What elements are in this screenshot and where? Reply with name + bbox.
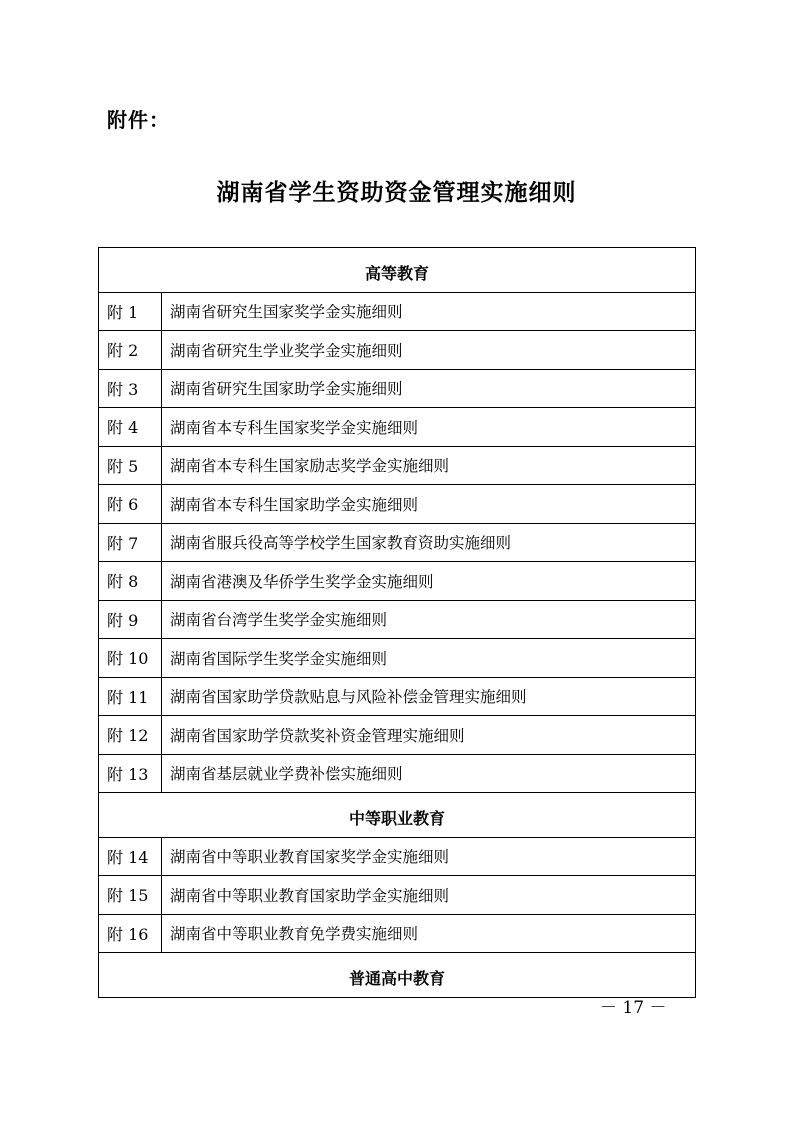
attachment-number: 附 6 <box>99 485 162 524</box>
attachment-name: 湖南省中等职业教育国家奖学金实施细则 <box>162 837 696 876</box>
section-heading: 中等职业教育 <box>99 793 696 838</box>
attachment-name: 湖南省基层就业学费补偿实施细则 <box>162 754 696 793</box>
attachment-label: 附件： <box>107 108 170 132</box>
page-number: － 17 － <box>600 998 667 1018</box>
attachment-number: 附 4 <box>99 408 162 447</box>
attachment-name: 湖南省国家助学贷款奖补资金管理实施细则 <box>162 716 696 755</box>
attachment-name: 湖南省本专科生国家助学金实施细则 <box>162 485 696 524</box>
attachment-name: 湖南省台湾学生奖学金实施细则 <box>162 600 696 639</box>
table-row <box>99 408 696 447</box>
attachment-number: 附 15 <box>99 876 162 915</box>
attachment-table <box>98 247 696 998</box>
document-title: 湖南省学生资助资金管理实施细则 <box>216 180 577 206</box>
table-row <box>99 716 696 755</box>
section-heading: 高等教育 <box>99 248 696 293</box>
attachment-name: 湖南省中等职业教育免学费实施细则 <box>162 914 696 953</box>
table-row <box>99 639 696 678</box>
attachment-number: 附 3 <box>99 369 162 408</box>
attachment-number: 附 12 <box>99 716 162 755</box>
attachment-name: 湖南省研究生国家助学金实施细则 <box>162 369 696 408</box>
section-row-higher-education <box>99 248 696 293</box>
attachment-name: 湖南省本专科生国家奖学金实施细则 <box>162 408 696 447</box>
attachment-number: 附 5 <box>99 446 162 485</box>
attachment-number: 附 10 <box>99 639 162 678</box>
attachment-name: 湖南省研究生学业奖学金实施细则 <box>162 331 696 370</box>
table-row <box>99 754 696 793</box>
section-row-high-school-education <box>99 953 696 998</box>
attachment-name: 湖南省研究生国家奖学金实施细则 <box>162 292 696 331</box>
attachment-number: 附 14 <box>99 837 162 876</box>
table-row <box>99 837 696 876</box>
table-row <box>99 876 696 915</box>
attachment-name: 湖南省中等职业教育国家助学金实施细则 <box>162 876 696 915</box>
table-row <box>99 292 696 331</box>
attachment-number: 附 13 <box>99 754 162 793</box>
attachment-number: 附 2 <box>99 331 162 370</box>
attachment-number: 附 8 <box>99 562 162 601</box>
table-row <box>99 446 696 485</box>
table-row <box>99 562 696 601</box>
table-row <box>99 677 696 716</box>
attachment-name: 湖南省国家助学贷款贴息与风险补偿金管理实施细则 <box>162 677 696 716</box>
table-row <box>99 331 696 370</box>
table-row <box>99 369 696 408</box>
attachment-number: 附 1 <box>99 292 162 331</box>
attachment-number: 附 9 <box>99 600 162 639</box>
table-row <box>99 485 696 524</box>
table-row <box>99 600 696 639</box>
attachment-name: 湖南省本专科生国家励志奖学金实施细则 <box>162 446 696 485</box>
section-heading: 普通高中教育 <box>99 953 696 998</box>
attachment-number: 附 7 <box>99 523 162 562</box>
attachment-number: 附 16 <box>99 914 162 953</box>
attachment-number: 附 11 <box>99 677 162 716</box>
table-row <box>99 914 696 953</box>
table-row <box>99 523 696 562</box>
attachment-name: 湖南省服兵役高等学校学生国家教育资助实施细则 <box>162 523 696 562</box>
attachment-name: 湖南省港澳及华侨学生奖学金实施细则 <box>162 562 696 601</box>
section-row-vocational-education <box>99 793 696 838</box>
attachment-name: 湖南省国际学生奖学金实施细则 <box>162 639 696 678</box>
